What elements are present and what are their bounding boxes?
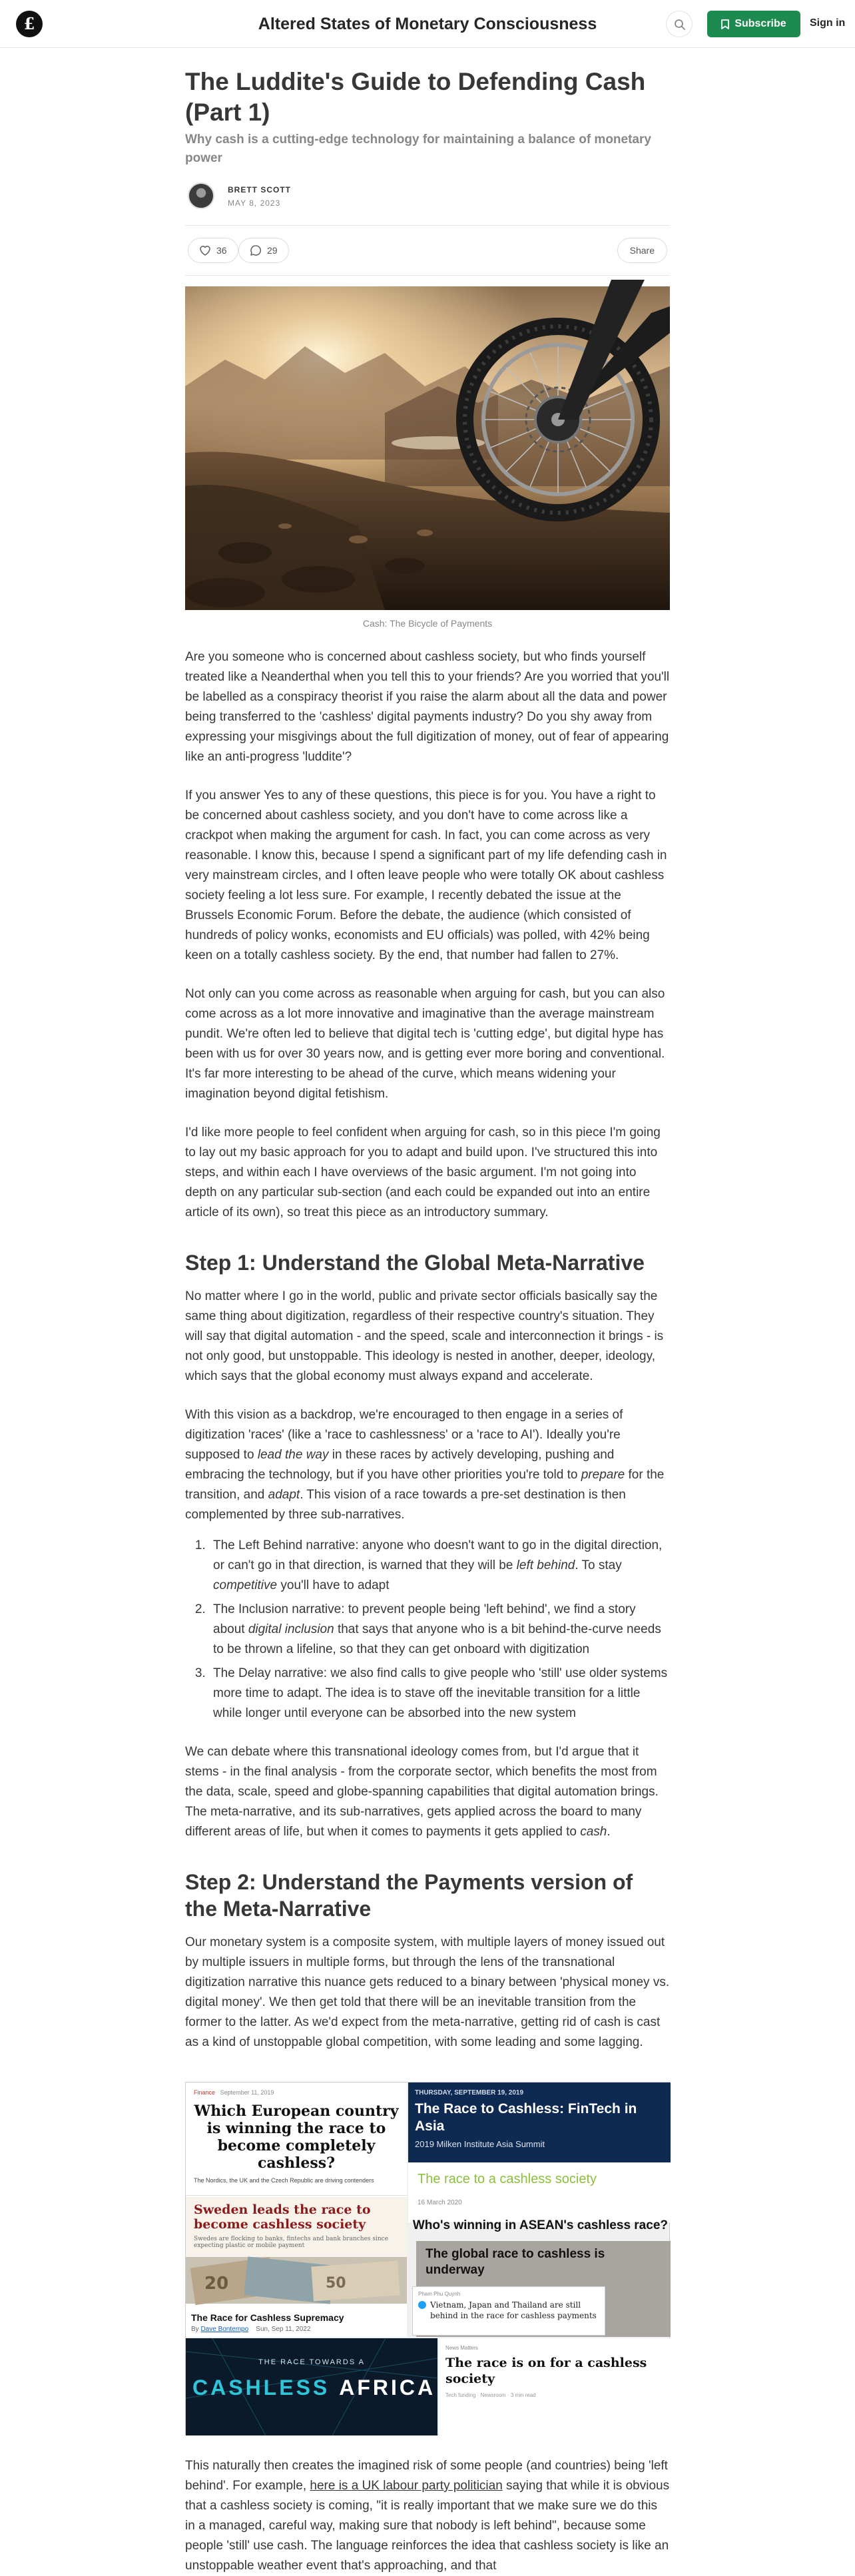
verified-check-icon xyxy=(418,2301,426,2309)
clip-headline-word: AFRICA xyxy=(339,2376,436,2400)
hero-caption: Cash: The Bicycle of Payments xyxy=(362,618,493,629)
clip-headline: The race to a cashless society xyxy=(418,2172,597,2186)
clip-headline: Which European country is winning the race to become completely cashless? xyxy=(194,2102,399,2172)
tweet-clip xyxy=(412,2286,605,2336)
paragraph: I'd like more people to feel confident when arguing for cash, so in this piece I'm going to lay out my basic approach for you to adapt and build upon. I've structured this into steps, and within each I have overviews of the basic argument. I'm not going into depth on any particular sub-section (and each could be expanded out into an entire article of its own), so treat this piece as an introductory summary. xyxy=(185,1126,661,1219)
byline xyxy=(185,181,670,217)
post-actions-bar xyxy=(185,225,670,276)
race-society-clip xyxy=(408,2162,671,2222)
clip-headline: The race is on for a cashless society xyxy=(445,2356,647,2386)
collage-right-panel xyxy=(408,2083,671,2337)
share-button[interactable]: Share xyxy=(617,238,667,263)
svg-text:50: 50 xyxy=(326,2275,346,2292)
inline-link[interactable]: here is a UK labour party politician xyxy=(310,2479,503,2493)
search-icon xyxy=(674,19,686,31)
asean-clip xyxy=(322,2218,671,2241)
top-navigation-bar xyxy=(0,0,855,48)
paragraph: Our monetary system is a composite system, with multiple layers of money issued out by multiple issuers in multiple forms, but through the lens of the transnational digitization narrative this nuance gets reduced to a binary between 'physical money vs. digital money'. We then get told that there will be an inevitable transition from the former to the latter. As we'd expect from the meta-narrative, getting rid of cash is cast as a kind of unstoppable global competition, with some leading and some lagging. xyxy=(185,1935,670,2049)
post-subtitle: Why cash is a cutting-edge technology for maintaining a balance of monetary power xyxy=(185,133,651,165)
publication-title: Altered States of Monetary Consciousness xyxy=(258,15,597,33)
clip-tag: Finance xyxy=(194,2089,216,2096)
numbered-list xyxy=(185,1536,670,1724)
clip-tag: News Matters xyxy=(445,2345,478,2351)
cashless-race-headlines-collage[interactable] xyxy=(185,2082,670,2435)
list-item: 1. The Left Behind narrative: anyone who doesn't want to go in the digital direction, or can't go in that direction, is warned that they will be left behind. To stay competitive you'll have to adapt xyxy=(209,1536,670,1596)
tweet-author: Pham Phu Quynh xyxy=(418,2291,461,2297)
paragraph: With this vision as a backdrop, we're encouraged to then engage in a series of digitization 'races' (like a 'race to cashlessness' or a 'race to AI'). Ideally you're supposed to lead the way in these races by actively developing, pushing and embracing the technology, but if you have other priorities you're told to prepare for the transition, and adapt. This vision of a race towards a pre-set destination is then complemented by three sub-narratives. xyxy=(185,1408,665,1522)
svg-text:20: 20 xyxy=(204,2274,229,2294)
subscribe-label: Subscribe xyxy=(734,18,786,29)
clip-headline-word: CASHLESS xyxy=(192,2376,330,2400)
paragraph: No matter where I go in the world, public and private sector officials basically say the same thing about digitization, regardless of their respective country's situation. They will say that digital automation - and the speed, scale and interconnection it brings - is not only good, but unstoppable. This ideology is nested in another, deeper, ideology, which says that the global economy must always expand and accelerate. xyxy=(185,1289,664,1383)
article xyxy=(185,67,670,2576)
list-item: 3. The Delay narrative: we also find calls to give people who 'still' use older systems more time to adapt. The idea is to stave off the inevitable transition for a little while longer until everyone can be absorbed into the new system xyxy=(209,1664,670,1724)
clip-subhead: The Nordics, the UK and the Czech Republic are driving contenders xyxy=(194,2177,374,2184)
clip-date: September 11, 2019 xyxy=(220,2089,274,2096)
euronews-clip xyxy=(186,2083,407,2196)
clip-author: Dave Bontempo xyxy=(200,2326,249,2333)
author-avatar[interactable] xyxy=(188,182,214,209)
collage-bottom-panel xyxy=(186,2338,671,2435)
clip-date: 16 March 2020 xyxy=(418,2199,462,2206)
post-date: MAY 8, 2023 xyxy=(228,198,281,208)
post-title: The Luddite's Guide to Defending Cash (Part 1) xyxy=(185,68,646,126)
milken-clip xyxy=(408,2083,671,2162)
bookmark-icon xyxy=(721,19,729,29)
paragraph: This naturally then creates the imagined risk of some people (and countries) being 'left behind'. For example, here is a UK labour party politician saying that while it is obvious that a cashless society is coming, "it is really important that we make sure we do this in a managed, careful way, making sure that nobody is left behind", because some people 'still' use cash. The language reinforces the idea that cashless society is like an unstoppable weather event that's approaching, and that xyxy=(185,2459,670,2573)
hero-image-bicycle[interactable] xyxy=(185,286,670,610)
clip-headline: The Race for Cashless Supremacy xyxy=(191,2312,344,2323)
heart-icon xyxy=(199,245,211,256)
comment-button[interactable] xyxy=(238,238,289,263)
cashless-africa-clip xyxy=(186,2338,437,2435)
like-button[interactable] xyxy=(188,238,238,263)
section-heading: Step 1: Understand the Global Meta-Narrative xyxy=(185,1251,645,1275)
search-button[interactable] xyxy=(666,11,693,37)
clip-headline: Who's winning in ASEAN's cashless race? xyxy=(412,2218,668,2232)
clip-subhead: 2019 Milken Institute Asia Summit xyxy=(415,2139,545,2149)
subscribe-button[interactable] xyxy=(707,11,800,37)
clip-date: Sun, Sep 11, 2022 xyxy=(256,2326,311,2333)
comment-count: 29 xyxy=(267,245,278,256)
tweet-text: Vietnam, Japan and Thailand are still behind in the race for cashless payments xyxy=(430,2300,597,2320)
list-item: 2. The Inclusion narrative: to prevent people being 'left behind', we find a story about digital inclusion that says that anyone who is a bit behind-the-curve needs to be thrown a lifeline, so that they can get onboard with digitization xyxy=(209,1600,670,1660)
clip-headline: The Race to Cashless: FinTech in Asia xyxy=(415,2101,637,2134)
clip-kicker: THE RACE TOWARDS A xyxy=(258,2358,365,2366)
collage-left-panel xyxy=(186,2083,407,2337)
sign-in-link[interactable]: Sign in xyxy=(810,17,846,29)
clip-subhead: Swedes are flocking to banks, fintechs and bank branches since expecting plastic or mobile payment xyxy=(194,2236,389,2249)
paragraph: Are you someone who is concerned about cashless society, but who finds yourself treated like a Neanderthal when you tell this to your friends? Are you worried that you'll be labelled as a conspiracy theorist if you raise the alarm about all the data and power being transferred to the 'cashless' digital payments industry? Do you shy away from expressing your misgivings about the full digitization of money, out of fear of appearing like an anti-progress 'luddite'? xyxy=(185,650,670,764)
clip-headline: The global race to cashless is underway xyxy=(426,2247,605,2277)
race-on-clip xyxy=(439,2338,671,2435)
paragraph: We can debate where this transnational ideology comes from, but I'd argue that it stems - in the final analysis - from the corporate sector, which benefits the most from the data, scale, speed and globe-spanning capabilities that digital automation brings. The meta-narrative, and its sub-narratives, gets applied across the board to many different areas of life, but when it comes to payments it gets applied to cash. xyxy=(185,1745,659,1839)
comment-icon xyxy=(250,244,262,256)
author-name[interactable]: BRETT SCOTT xyxy=(228,185,291,194)
clip-date: THURSDAY, SEPTEMBER 19, 2019 xyxy=(415,2089,524,2096)
banknotes-photo xyxy=(186,2257,407,2304)
like-count: 36 xyxy=(216,245,227,256)
paragraph: Not only can you come across as reasonable when arguing for cash, but you can also come across as a lot more innovative and imaginative than the average mainstream pundit. We're often led to believe that digital tech is 'cutting edge', but digital hype has been with us for over 30 years now, and is getting ever more boring and conventional. It's far more interesting to be ahead of the curve, which means widening your imagination beyond digital fetishism. xyxy=(185,987,665,1101)
section-heading: Step 2: Understand the Payments version of the Meta-Narrative xyxy=(185,1870,633,1921)
clip-headline: Sweden leads the race to become cashless society xyxy=(194,2202,371,2232)
publication-logo[interactable]: £ xyxy=(16,11,43,37)
paragraph: If you answer Yes to any of these questions, this piece is for you. You have a right to be concerned about cashless society, and you don't have to come across like a crackpot when making the argument for cash. In fact, you can come across as very reasonable. I know this, because I spend a significant part of my life defending cash in very mainstream circles, and I often leave people who were totally OK about cashless society feeling a lot less sure. For example, I recently debated the issue at the Brussels Economic Forum. Before the debate, the audience (which consisted of hundreds of policy wonks, economists and EU officials) was polled, with 42% being keen on a totally cashless society. By the end, that number had fallen to 27%. xyxy=(185,789,667,962)
clip-meta: Tech funding · Newsroom · 3 min read xyxy=(445,2392,536,2398)
supremacy-clip: 20 50 The Race for Cashless Supremacy By Dave Bontempo Sun, Sep 11, 2022 xyxy=(186,2257,407,2337)
